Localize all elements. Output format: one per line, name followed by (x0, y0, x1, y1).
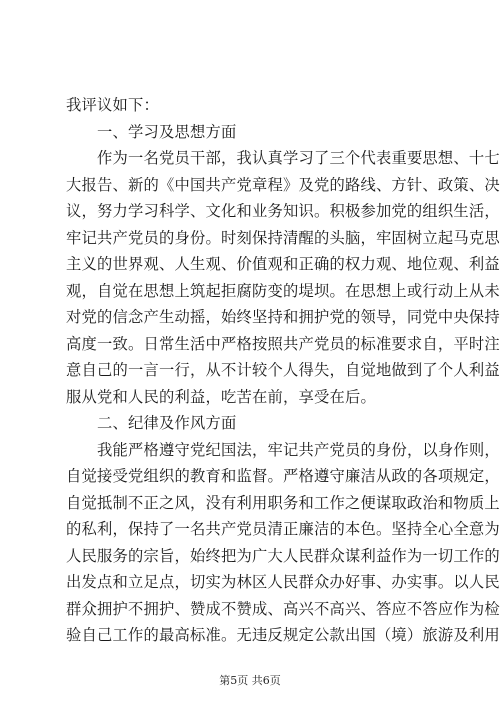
text-line: 主义的世界观、人生观、价值观和正确的权力观、地位观、利益 (66, 255, 500, 273)
text-line: 自觉抵制不正之风，没有利用职务和工作之便谋取政治和物质上 (66, 493, 500, 512)
page-number-footer: 第5页 共6页 (219, 674, 281, 687)
paragraph-first-line: 我能严格遵守党纪国法，牢记共产党员的身份，以身作则， (97, 440, 500, 459)
text-line: 观，自觉在思想上筑起拒腐防变的堤坝。在思想上或行动上从未 (66, 281, 500, 300)
text-line: 高度一致。日常生活中严格按照共产党员的标准要求自，平时注 (66, 334, 500, 353)
document-body (66, 92, 500, 649)
text-line: 服从党和人民的利益，吃苦在前，享受在后。 (66, 387, 376, 406)
text-line: 验自己工作的最高标准。无违反规定公款出国（境）旅游及利用 (66, 626, 500, 644)
section-heading: 一、学习及思想方面 (97, 122, 237, 141)
text-line: 自觉接受党组织的教育和监督。严格遵守廉洁从政的各项规定， (66, 467, 500, 485)
text-line: 我评议如下： (66, 96, 159, 114)
text-line: 的私利，保持了一名共产党员清正廉洁的本色。坚持全心全意为 (66, 520, 500, 538)
text-line: 人民服务的宗旨，始终把为广大人民群众谋利益作为一切工作的 (66, 546, 500, 565)
paragraph-first-line: 作为一名党员干部，我认真学习了三个代表重要思想、十七 (97, 149, 500, 167)
text-line: 出发点和立足点，切实为林区人民群众办好事、办实事。以人民 (66, 573, 500, 591)
text-line: 群众拥护不拥护、赞成不赞成、高兴不高兴、答应不答应作为检 (66, 599, 500, 618)
text-line: 意自己的一言一行，从不计较个人得失，自觉地做到了个人利益 (66, 361, 500, 379)
text-line: 对党的信念产生动摇，始终坚持和拥护党的领导，同党中央保持 (66, 308, 500, 326)
text-line: 牢记共产党员的身份。时刻保持清醒的头脑，牢固树立起马克思 (66, 228, 500, 247)
section-heading: 二、纪律及作风方面 (97, 414, 237, 432)
text-line: 议，努力学习科学、文化和业务知识。积极参加党的组织生活， (66, 202, 500, 220)
text-line: 大报告、新的《中国共产党章程》及党的路线、方针、政策、决 (66, 175, 500, 194)
